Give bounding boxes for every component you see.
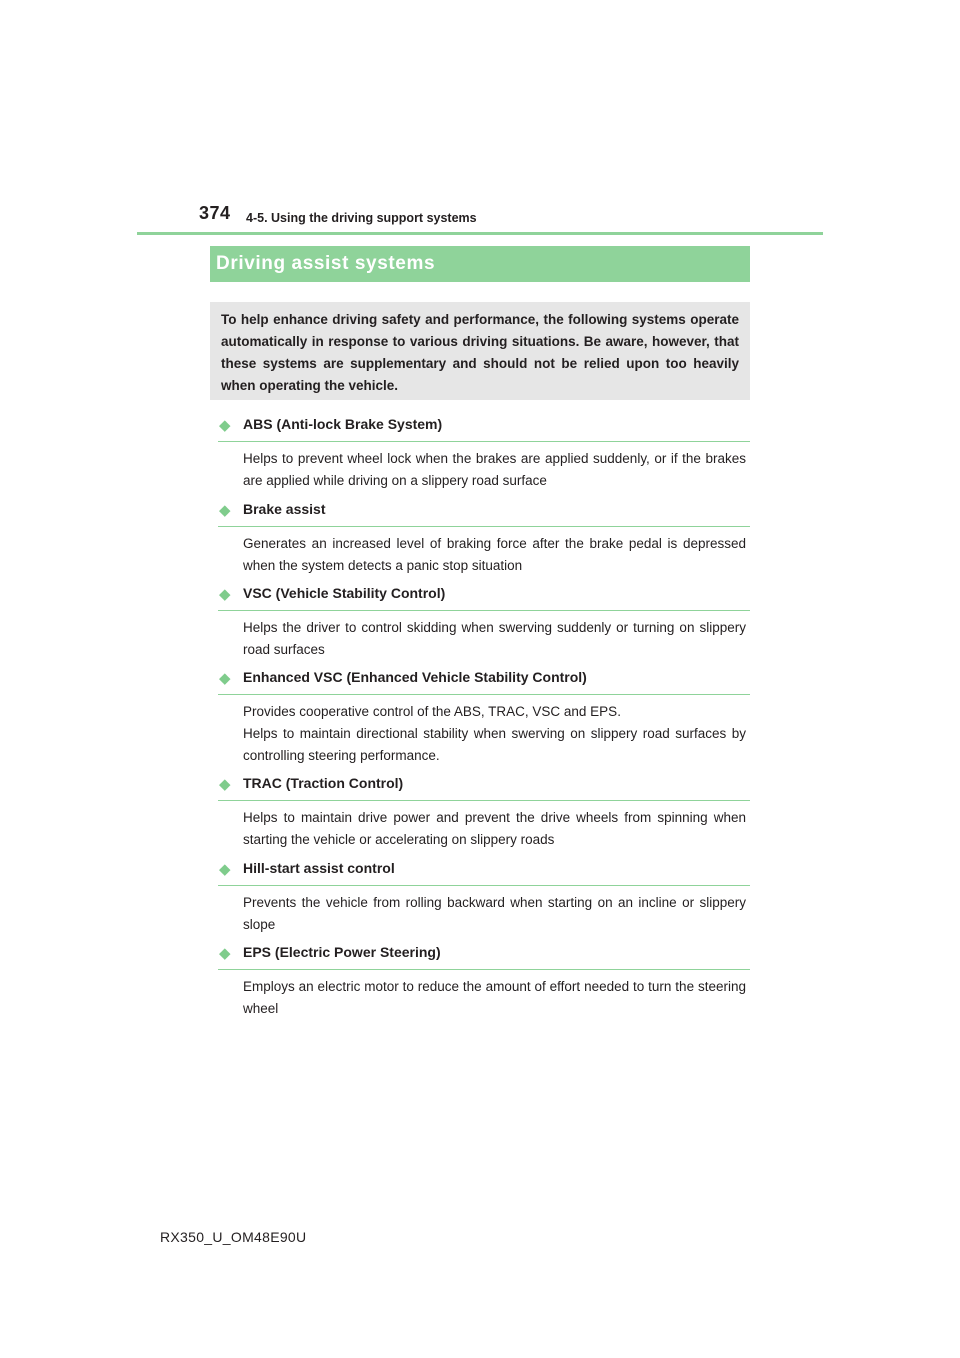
feature-title: Brake assist <box>243 501 326 517</box>
section-path: 4-5. Using the driving support systems <box>246 211 477 225</box>
feature-item-hill-start-assist <box>218 860 750 936</box>
feature-item-enhanced-vsc <box>218 669 750 767</box>
feature-title: Hill-start assist control <box>243 860 395 876</box>
feature-description: Employs an electric motor to reduce the amount of effort needed to turn the steering wheel <box>243 979 746 1016</box>
feature-heading <box>218 860 750 886</box>
diamond-bullet-icon: ◆ <box>219 670 231 687</box>
feature-title: EPS (Electric Power Steering) <box>243 944 441 960</box>
feature-description: Helps to prevent wheel lock when the brakes are applied suddenly, or if the brakes are applied while driving on a slippery road surface <box>243 451 746 488</box>
diamond-bullet-icon: ◆ <box>219 417 231 434</box>
diamond-bullet-icon: ◆ <box>219 502 231 519</box>
feature-description: Prevents the vehicle from rolling backward when starting on an incline or slippery slope <box>243 895 746 932</box>
page-number: 374 <box>199 203 231 223</box>
title-bar <box>210 246 750 282</box>
feature-heading <box>218 775 750 801</box>
feature-title: TRAC (Traction Control) <box>243 775 404 791</box>
diamond-bullet-icon: ◆ <box>219 861 231 878</box>
feature-description: Generates an increased level of braking force after the brake pedal is depressed when the system detects a panic stop situation <box>243 536 746 573</box>
feature-item-brake-assist <box>218 501 750 577</box>
feature-title: VSC (Vehicle Stability Control) <box>243 585 446 601</box>
diamond-bullet-icon: ◆ <box>219 776 231 793</box>
feature-description: Provides cooperative control of the ABS, TRAC, VSC and EPS. Helps to maintain directional stability when swerving on slippery road surfaces by controlling steering performance. <box>243 704 746 763</box>
feature-item-eps <box>218 944 750 1020</box>
feature-description: Helps to maintain drive power and prevent the drive wheels from spinning when starting the vehicle or accelerating on slippery roads <box>243 810 746 847</box>
feature-title: Enhanced VSC (Enhanced Vehicle Stability Control) <box>243 669 587 685</box>
page-title: Driving assist systems <box>216 253 436 274</box>
feature-item-vsc <box>218 585 750 661</box>
feature-heading <box>218 944 750 970</box>
feature-title: ABS (Anti-lock Brake System) <box>243 416 443 432</box>
feature-heading <box>218 501 750 527</box>
intro-box <box>210 302 750 400</box>
feature-heading <box>218 585 750 611</box>
document-code: RX350_U_OM48E90U <box>160 1229 307 1245</box>
header-divider <box>137 232 823 235</box>
intro-text: To help enhance driving safety and performance, the following systems operate automatically in response to various driving situations. Be aware, however, that these systems are supplementary and should not be relied upon too heavily when operating the vehicle. <box>221 312 739 393</box>
feature-description: Helps the driver to control skidding when swerving suddenly or turning on slippery road surfaces <box>243 620 746 657</box>
feature-item-abs <box>218 416 750 492</box>
diamond-bullet-icon: ◆ <box>219 586 231 603</box>
feature-heading <box>218 416 750 442</box>
feature-heading <box>218 669 750 695</box>
diamond-bullet-icon: ◆ <box>219 945 231 962</box>
feature-item-trac <box>218 775 750 851</box>
